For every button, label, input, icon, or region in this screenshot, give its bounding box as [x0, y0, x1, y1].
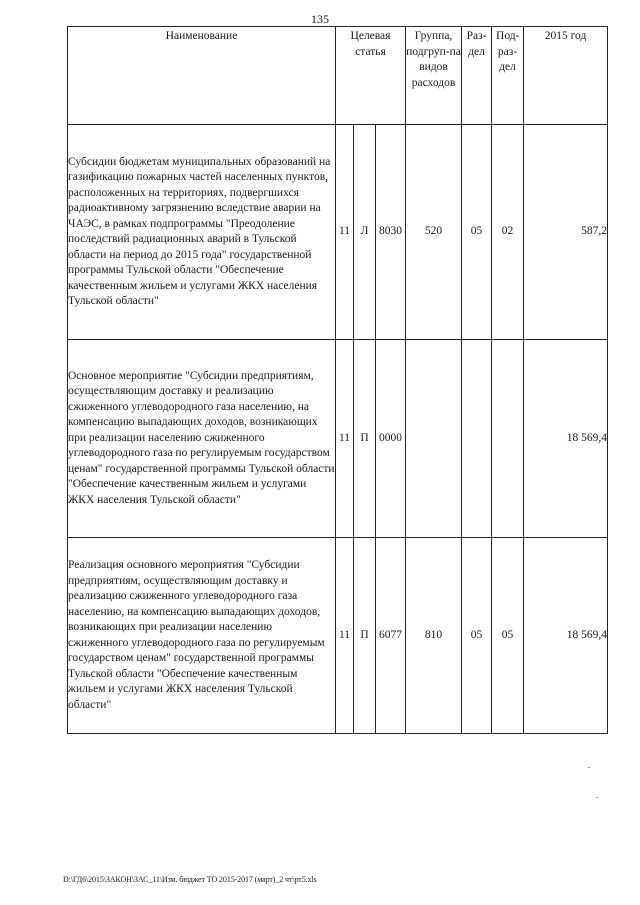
row-group: 520	[406, 125, 462, 340]
header-section: Раз-дел	[462, 27, 492, 125]
row-group	[406, 340, 462, 538]
table-row	[68, 538, 608, 734]
row-name: Реализация основного мероприятия "Субсидии предприятиям, осуществляющим доставку и реализацию сжиженного углеводородного газа населению, на компенсацию выпадающих доходов, возникающих при реализации населению сжиженного углеводородного газа по регулируемым государством ценам" государственной программы Тульской области "Обеспечение качественным жильем и услугами ЖКХ населения Тульской области"	[68, 538, 336, 734]
row-amount: 587,2	[524, 125, 608, 340]
row-code1: 11	[336, 538, 354, 734]
row-code2: Л	[354, 125, 376, 340]
row-section: 05	[462, 125, 492, 340]
row-subsection	[492, 340, 524, 538]
file-path-footer: D:\ГД6\2015\ЗАКОН\ЗАС_11\Изм. бюджет ТО 2015-2017 (март)_2 чт\рт5.xls	[63, 875, 317, 884]
header-year: 2015 год	[524, 27, 608, 125]
row-group: 810	[406, 538, 462, 734]
row-section	[462, 340, 492, 538]
row-code3: 8030	[376, 125, 406, 340]
table-row	[68, 125, 608, 340]
row-subsection: 02	[492, 125, 524, 340]
budget-table	[67, 26, 608, 734]
header-name: Наименование	[68, 27, 336, 125]
row-name: Основное мероприятие "Субсидии предприятиям, осуществляющим доставку и реализацию сжиженного углеводородного газа населению, на компенсацию выпадающих доходов, возникающих при реализации населению сжиженного углеводородного газа по регулируемым государством ценам" государственной программы Тульской области "Обеспечение качественным жильем и услугами ЖКХ населения Тульской области"	[68, 340, 336, 538]
header-subsection: Под-раз-дел	[492, 27, 524, 125]
header-target: Целевая статья	[336, 27, 406, 125]
row-code3: 6077	[376, 538, 406, 734]
row-code2: П	[354, 538, 376, 734]
table-header-row	[68, 27, 608, 125]
scan-speck	[596, 797, 598, 798]
row-name: Субсидии бюджетам муниципальных образований на газификацию пожарных частей населенных пунктов, расположенных на территориях, подвергшихся радиоактивному загрязнению вследствие аварии на ЧАЭС, в рамках подпрограммы "Преодоление последствий радиационных аварий в Тульской области на период до 2015 года" государственной программы Тульской области "Обеспечение качественным жильем и услугами ЖКХ населения Тульской области"	[68, 125, 336, 340]
row-amount: 18 569,4	[524, 340, 608, 538]
table-row	[68, 340, 608, 538]
row-code2: П	[354, 340, 376, 538]
header-group: Группа, подгруп-па видов расходов	[406, 27, 462, 125]
row-code1: 11	[336, 340, 354, 538]
page-number: 135	[311, 12, 329, 26]
row-section: 05	[462, 538, 492, 734]
row-subsection: 05	[492, 538, 524, 734]
row-code1: 11	[336, 125, 354, 340]
scan-speck	[588, 767, 590, 768]
row-amount: 18 569,4	[524, 538, 608, 734]
row-code3: 0000	[376, 340, 406, 538]
